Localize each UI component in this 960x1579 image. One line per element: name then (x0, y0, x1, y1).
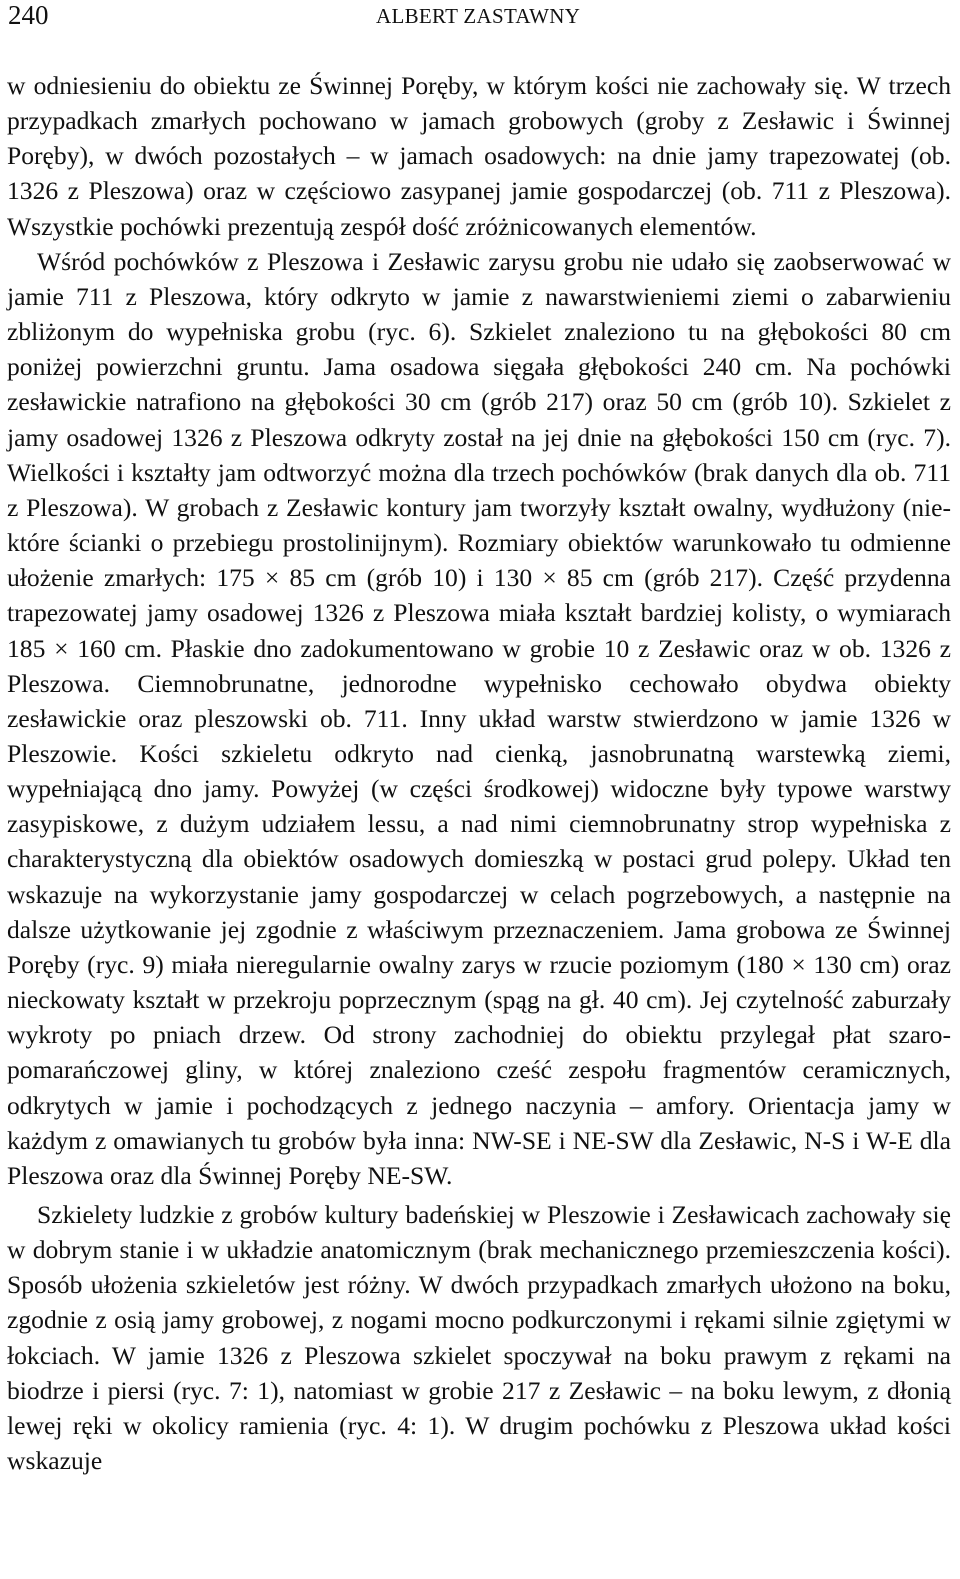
running-head: ALBERT ZASTAWNY (376, 4, 581, 28)
body-text (7, 68, 951, 1478)
paragraph-1: w odniesieniu do obiektu ze Świnnej Poręby, w którym kości nie zachowały się. W trzech przypadkach zmarłych pochowano w jamach grobowych (groby z Zesławic i Świnnej Poręby), w dwóch pozostałych – w jamach osadowych: na dnie jamy trapezowatej (ob. 1326 z Pleszowa) oraz w częściowo zasypanej jamie gospodarczej (ob. 711 z Pleszowa). Wszystkie pochówki prezentują zespół dość zróżnicowanych elementów. (7, 71, 951, 241)
paragraph-2: Wśród pochówków z Pleszowa i Zesławic zarysu grobu nie udało się zaobserwować w jamie 711 z Pleszowa, który odkryto w jamie z nawarstwieniemi ziemi o zabarwieniu zbliżonym do wypełniska grobu (ryc. 6). Szkielet znaleziono tu na głębokości 80 cm poniżej powierzchni gruntu. Jama osadowa sięgała głębokości 240 cm. Na pochówki zesławickie natrafiono na głębokości 30 cm (grób 217) oraz 50 cm (grób 10). Szkielet z jamy osadowej 1326 z Pleszowa odkryty został na jej dnie na głębokości 150 cm (ryc. 7). Wielkości i kształty jam odtworzyć można dla trzech pochówków (brak danych dla ob. 711 z Pleszowa). W grobach z Zesławic kontury jam tworzyły kształt owalny, wydłużony (niektóre ścianki o przebiegu prostolinijnym). Rozmiary obiektów warunkowało tu odmienne ułożenie zmarłych: 175 × 85 cm (grób 10) i 130 × 85 cm (grób 217). Część przydenna trapezowatej jamy osadowej 1326 z Pleszowa miała kształt bardziej kolisty, o wymiarach 185 × 160 cm. Płaskie dno zadokumentowano w grobie 10 z Zesławic oraz w ob. 1326 z Pleszowa. Ciemnobrunatne, jednorodne wypełnisko cechowało obydwa obiekty zesławickie oraz pleszowski ob. 711. Inny układ warstw stwierdzono w jamie 1326 w Pleszowie. Kości szkieletu odkryto nad cienką, jasnobrunatną warstewką ziemi, wypełniającą dno jamy. Powyżej (w części środkowej) widoczne były typowe warstwy zasypiskowe, z dużym udziałem lessu, a nad nimi ciemnobrunatny strop wypełniska z charakterystyczną dla obiektów osadowych domieszką w postaci grud polepy. Układ ten wskazuje na wykorzystanie jamy gospodarczej w celach pogrzebowych, a następnie na dalsze użytkowanie jej zgodnie z właściwym przeznaczeniem. Jama grobowa ze Świnnej Poręby (ryc. 9) miała nieregularnie owalny zarys w rzucie poziomym (180 × 130 cm) oraz nieckowaty kształt w przekroju poprzecznym (spąg na gł. 40 cm). Jej czytelność zaburzały wykroty po pniach drzew. Od strony zachodniej do obiektu przylegał płat szaro-pomarańczowej gliny, w której znaleziono cześć zespołu fragmentów ceramicznych, odkrytych w jamie i pochodzących z jednego naczynia – amfory. Orientacja jamy w każdym z omawianych tu grobów była inna: NW-SE i NE-SW dla Zesławic, N-S i W-E dla Pleszowa oraz dla Świnnej Poręby NE-SW. (7, 246, 951, 1190)
paragraph-3: Szkielety ludzkie z grobów kultury badeńskiej w Pleszowie i Zesławicach zachowały się w dobrym stanie i w układzie anatomicznym (brak mechanicznego przemieszczenia kości). Sposób ułożenia szkieletów jest różny. W dwóch przypadkach zmarłych ułożono na boku, zgodnie z osią jamy grobowej, z nogami mocno podkurczonymi i rękami silnie zgiętymi w łokciach. W jamie 1326 z Pleszowa szkielet spoczywał na boku prawym z rękami na biodrze i piersi (ryc. 7: 1), natomiast w grobie 217 z Zesławic – na boku lewym, z dłonią lewej ręki w okolicy ramienia (ryc. 4: 1). W drugim pochówku z Pleszowa układ kości wskazuje (7, 1200, 951, 1476)
page-header (0, 0, 960, 36)
page-number: 240 (8, 0, 49, 30)
